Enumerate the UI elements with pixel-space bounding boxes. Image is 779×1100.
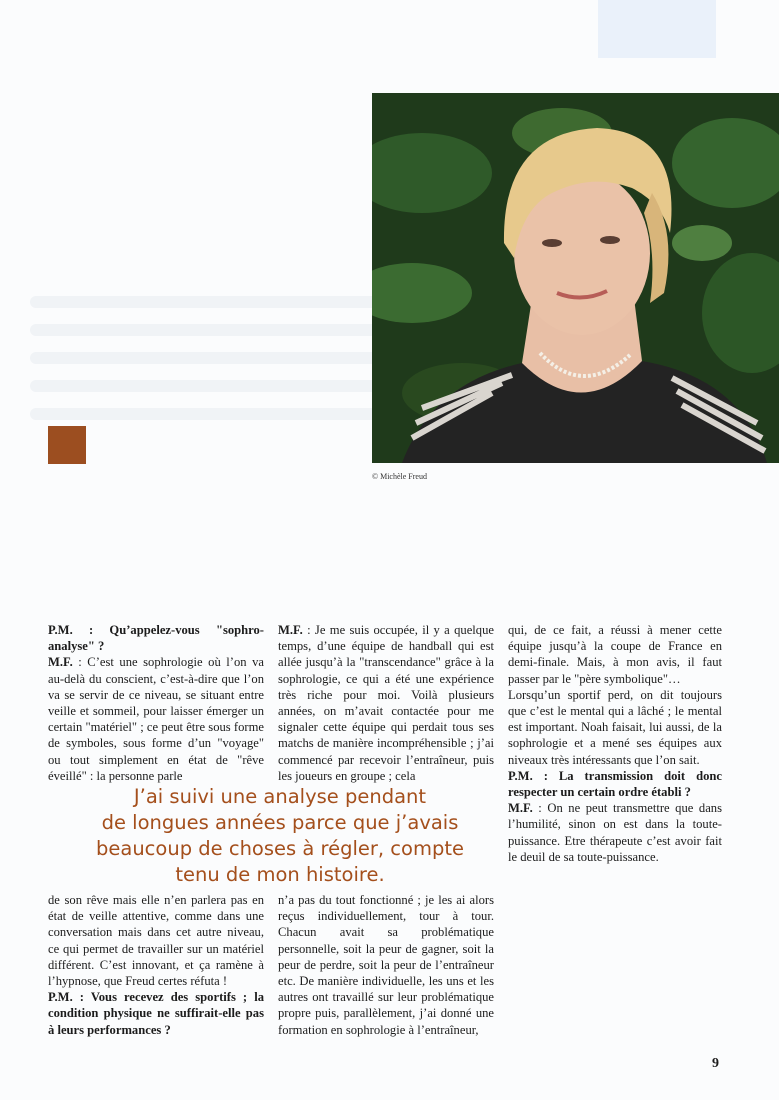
pull-quote-line: J’ai suivi une analyse pendant: [133, 785, 427, 808]
question-text: P.M. : Qu’appelez-vous "sophro-analyse" ?: [48, 623, 264, 654]
column-1-bottom: [48, 892, 264, 1038]
paragraph-text: qui, de ce fait, a réussi à mener cette équipe jusqu’à la coupe de France en demi-finale. Mais, à mon avis, il faut passer par le "père symbolique"…: [508, 623, 722, 686]
question-text: P.M. : Vous recevez des sportifs ; la condition physique ne suffirait-elle pas à leurs performances ?: [48, 990, 264, 1037]
column-2-bottom: [278, 892, 494, 1038]
photo-credit: © Michèle Freud: [372, 472, 427, 481]
column-3: [508, 622, 722, 865]
answer-text: : C’est une sophrologie où l’on va au-delà du conscient, c’est-à-dire que l’on va se servir de ce niveau, se situant entre veille et sommeil, pour laisser émerger un certain "matériel" ; ce peut être sous forme de symboles, sous forme d’un "voyage" ou tout simplement en état de "rêve éveillé" : la personne parle: [48, 655, 264, 783]
answer-paragraph: [508, 800, 722, 865]
pull-quote: [40, 784, 520, 888]
page-number: 9: [712, 1056, 719, 1071]
pull-quote-line: de longues années parce que j’avais: [101, 811, 459, 834]
portrait-photo: [372, 93, 779, 463]
column-2-top: [278, 622, 494, 784]
question-text: P.M. : La transmission doit donc respecter un certain ordre établi ?: [508, 768, 722, 800]
pull-quote-line: tenu de mon histoire.: [175, 863, 385, 886]
pull-quote-line: beaucoup de choses à régler, compte: [96, 837, 464, 860]
speaker-label: M.F.: [278, 623, 303, 637]
background-corner-block: [598, 0, 716, 58]
paragraph-text: n’a pas du tout fonctionné ; je les ai alors reçus individuellement, tour à tour. Chacun avait sa problématique personnelle, soit la peur de gagner, soit la peur de perdre, soit la peur de l’entraîneur etc. De manière individuelle, les uns et les autres ont travaillé sur leur problématique propre puis, parallèlement, j’ai donné une formation en sophrologie à l’entraîneur,: [278, 893, 494, 1037]
answer-text: : Je me suis occupée, il y a quelque temps, d’une équipe de handball qui est allée jusqu’à la "transcendance" grâce à la sophrologie, ce qui a été une expérience très riche pour moi. Voilà plusieurs années, on m’avait contactée pour me signaler cette équipe qui perdait tous ses matchs de manière incompréhensible ; j’ai commencé par recevoir l’entraîneur, puis les joueurs en groupe ; cela: [278, 623, 494, 783]
accent-square: [48, 426, 86, 464]
answer-text: : On ne peut transmettre que dans l’humilité, sinon on est dans la toute-puissance. Etre thérapeute c’est avoir fait le deuil de sa toute-puissance.: [508, 801, 722, 864]
paragraph-text: Lorsqu’un sportif perd, on dit toujours que c’est le mental qui a lâché ; le mental est important. Noah faisait, lui aussi, de la sophrologie et a mené ses équipes aux niveaux très intéressants que l’on sait.: [508, 687, 722, 767]
paragraph-text: de son rêve mais elle n’en parlera pas en état de veille attentive, comme dans une conversation mais dans cet autre niveau, ce qui permet de travailler sur un matériel différent. C’est innovant, et ça ramène à l’hypnose, que Freud certes réfuta !: [48, 893, 264, 989]
speaker-label: M.F.: [48, 655, 73, 670]
column-1-top: [48, 622, 264, 784]
answer-paragraph: [48, 654, 264, 784]
portrait-illustration: [372, 93, 779, 463]
answer-paragraph: [278, 622, 494, 784]
speaker-label: M.F.: [508, 801, 533, 816]
